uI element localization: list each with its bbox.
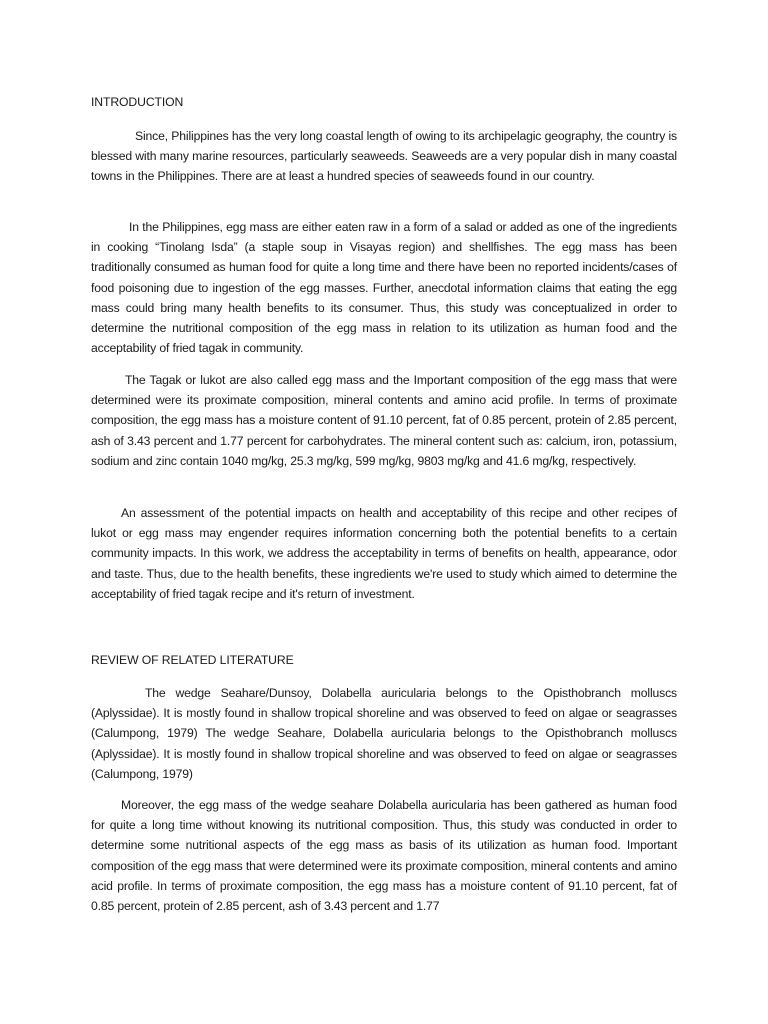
review-paragraph-1: The wedge Seahare/Dunsoy, Dolabella auricularia belongs to the Opisthobranch molluscs (Aplyssidae). It is mostly found in shallow tropical shoreline and was observed to feed on algae or seagrasses (Calumpong, 1979) The wedge Seahare, Dolabella auricularia belongs to the Opisthobranch molluscs (Aplyssidae). It is mostly found in shallow tropical shoreline and was observed to feed on algae or seagrasses (Calumpong, 1979) bbox=[91, 686, 677, 781]
section-heading-introduction: INTRODUCTION bbox=[91, 95, 184, 109]
intro-paragraph-3: The Tagak or lukot are also called egg mass and the Important composition of the egg mass that were determined were its proximate composition, mineral contents and amino acid profile. In terms of proximate composition, the egg mass has a moisture content of 91.10 percent, fat of 0.85 percent, protein of 2.85 percent, ash of 3.43 percent and 1.77 percent for carbohydrates. The mineral content such as: calcium, iron, potassium, sodium and zinc contain 1040 mg/kg, 25.3 mg/kg, 599 mg/kg, 9803 mg/kg and 41.6 mg/kg, respectively. bbox=[91, 373, 677, 468]
review-paragraph-2: Moreover, the egg mass of the wedge seahare Dolabella auricularia has been gathered as human food for quite a long time without knowing its nutritional composition. Thus, this study was conducted in order to determine some nutritional aspects of the egg mass as basis of its utilization as human food. Important composition of the egg mass that were determined were its proximate composition, mineral contents and amino acid profile. In terms of proximate composition, the egg mass has a moisture content of 91.10 percent, fat of 0.85 percent, protein of 2.85 percent, ash of 3.43 percent and 1.77 bbox=[91, 798, 677, 914]
intro-paragraph-4: An assessment of the potential impacts on health and acceptability of this recipe and other recipes of lukot or egg mass may engender requires information concerning both the potential benefits to a certain community impacts. In this work, we address the acceptability in terms of benefits on health, appearance, odor and taste. Thus, due to the health benefits, these ingredients we're used to study which aimed to determine the acceptability of fried tagak recipe and it's return of investment. bbox=[91, 506, 677, 601]
intro-paragraph-2: In the Philippines, egg mass are either eaten raw in a form of a salad or added as one of the ingredients in cooking “Tinolang Isda” (a staple soup in Visayas region) and shellfishes. The egg mass has been traditionally consumed as human food for quite a long time and there have been no reported incidents/cases of food poisoning due to ingestion of the egg masses. Further, anecdotal information claims that eating the egg mass could bring many health benefits to its consumer. Thus, this study was conceptualized in order to determine the nutritional composition of the egg mass in relation to its utilization as human food and the acceptability of fried tagak in community. bbox=[91, 220, 677, 356]
intro-paragraph-1: Since, Philippines has the very long coastal length of owing to its archipelagic geography, the country is blessed with many marine resources, particularly seaweeds. Seaweeds are a very popular dish in many coastal towns in the Philippines. There are at least a hundred species of seaweeds found in our country. bbox=[91, 129, 677, 184]
section-heading-review-of-related-literature: REVIEW OF RELATED LITERATURE bbox=[91, 653, 294, 667]
